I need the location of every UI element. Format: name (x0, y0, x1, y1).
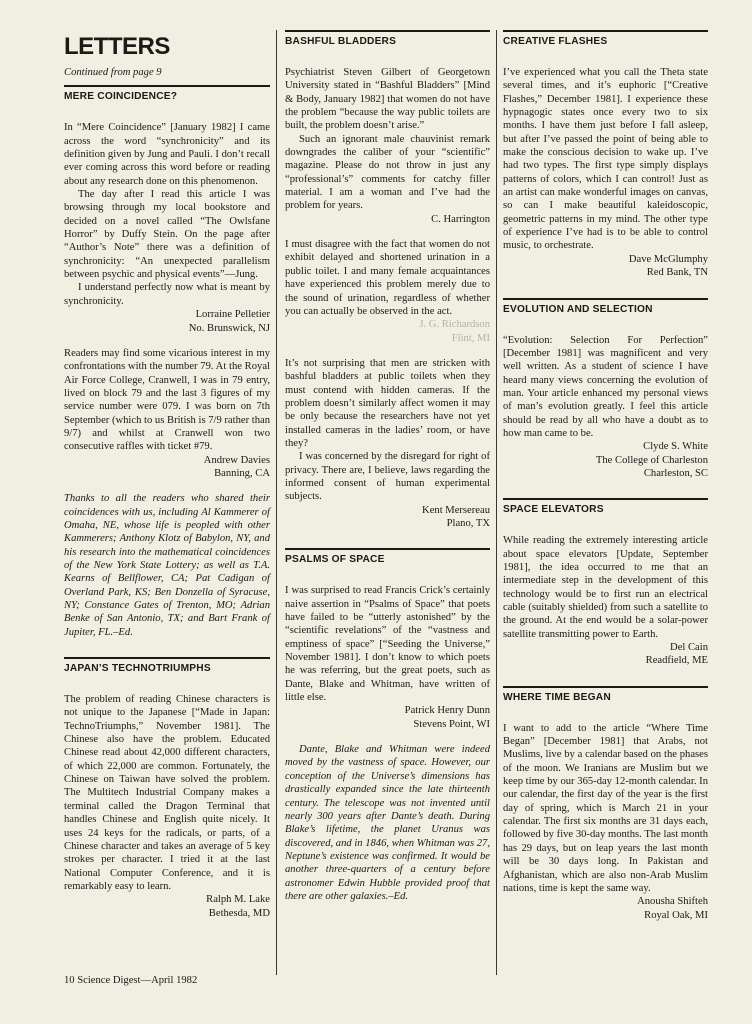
letter-paragraph: It’s not surprising that men are stricken with bashful bladders at public toilets when they must contend with hidden cameras. If the problem doesn’t similarly affect women it may be only because the researchers have not yet installed cameras in the ladies’ room, or have they? (285, 357, 490, 449)
signature-affiliation: The College of Charleston (595, 454, 708, 466)
signature-location: Plano, TX (446, 518, 490, 529)
letter-paragraph: I understand perfectly now what is meant by synchronicity. (64, 282, 270, 307)
signature-location: Charleston, SC (643, 467, 708, 479)
letter-paragraph: I’ve experienced what you call the Theta state several times, and it’s euphoric [“Creative Flashes,” December 1981]. I experience these hypnagogic states once every two to six months. I have them just before I fall asleep, but after I’ve passed the point of being able to make the conscious decision to wake up. I’ve had two types. The first type simply displays patterns of colors, which I can control! Just as an artist can make wonderful images on canvas, so can I make beautiful kaleidoscopic, geometric patterns in my mind. The other type of experience I’ve had is to be able to control music, to orchestrate. (503, 67, 708, 252)
signature-name: Clyde S. White (643, 441, 708, 453)
continued-note: Continued from page 9 (64, 67, 162, 78)
signature-name: Anousha Shifteh (637, 896, 708, 908)
heading-mere-coincidence: MERE COINCIDENCE? (64, 85, 270, 107)
signature-name: C. Harrington (431, 213, 490, 225)
heading-creative-flashes: CREATIVE FLASHES (503, 30, 708, 52)
letter-paragraph: Such an ignorant male chauvinist remark downgrades the caliber of your “scientific” magazine. Please do not throw in just any “professional’s” comments for catchy filler material. I am a woman and I’ve had the problem for years. (285, 133, 490, 212)
letter-paragraph: I was surprised to read Francis Crick’s certainly naive assertion in “Psalms of Space” that poets have failed to be “utterly astonished” by the “scientific revelations” of the “vastness and emptiness of space” [“Seeding the Universe,” November 1981]. I don’t know to which poets he was referring, but the great poets, such as Dante, Blake and Whitman, have written of little else. (285, 585, 490, 704)
letter-paragraph: “Evolution: Selection For Perfection” [December 1981] was magnificent and very well written. As a student of science I have heard many views concerning the evolution of man. Your article enhanced my personal views of man’s evolution greatly. I feel this article should be read by all who have a doubt as to how man came to be. (503, 334, 708, 439)
signature-name: Patrick Henry Dunn (404, 705, 490, 717)
heading-where-time-began: WHERE TIME BEGAN (503, 686, 708, 708)
signature-name: Del Cain (670, 642, 708, 654)
column-1 (64, 30, 270, 920)
signature-location: Stevens Point, WI (413, 718, 490, 730)
letter-paragraph: I must disagree with the fact that women do not exhibit delayed and shortened urination in a public toilet. I and many female acquaintances have experienced this problem merely due to the sound of urination, regardless of whether you can actually be observed in the act. (285, 239, 490, 317)
signature-name: Ralph M. Lake (206, 894, 270, 906)
heading-japans-technotriumphs: JAPAN’S TECHNOTRIUMPHS (64, 657, 270, 679)
column-3 (503, 30, 708, 922)
signature-name: Andrew Davies (203, 454, 270, 466)
column-divider (496, 30, 497, 975)
heading-bashful-bladders: BASHFUL BLADDERS (285, 30, 490, 52)
column-divider (276, 30, 277, 975)
signature-location: Bethesda, MD (208, 907, 270, 919)
signature-name: J. G. Richardson (419, 319, 490, 331)
signature-location: Royal Oak, MI (644, 909, 708, 921)
signature-name: Dave McGlumphy (628, 253, 708, 265)
letter-paragraph: I was concerned by the disregard for right of privacy. There are, I believe, laws regarding the informed consent of human experimental subjects. (285, 451, 490, 503)
signature-location: Banning, CA (214, 467, 270, 479)
letter-paragraph: While reading the extremely interesting article about space elevators [Update, September 1981], the idea occurred to me that an intermediate step in the development of this technology would be to first run an electrical cable (suitably shielded) from such a satellite to the ground. At the end would be a solar-power satellite transmitting power to Earth. (503, 535, 708, 640)
letter-paragraph: I want to add to the article “Where Time Began” [December 1981] that Arabs, not Muslims, live by a calendar based on the phases of the moon. We Iranians are Muslim but we keep time by our 365-day 12-month calendar. In our calendar, the first day of the year is the first day of spring, which is March 21 in your calendar. The first six months are 31 days each, followed by five 30-day months. The last month has 29 days, but on leap years the last month will be 30 days long. In Pakistan and Afghanistan, which are also non-Arab Muslim nations, time is kept the same way. (503, 722, 708, 894)
letter-paragraph: Readers may find some vicarious interest in my confrontations with the number 79. At the Royal Air Force College, Cranwell, I was in 79 entry, lived on block 79 and the last 3 figures of my service number were 079. I was born on 7th September (which to us British is 7/9 rather than 9/7) and whilst at Cranwell won two consecutive raffles with ticket #79. (64, 347, 270, 453)
letter-paragraph: The problem of reading Chinese characters is not unique to the Japanese [“Made in Japan: TechnoTriumphs,” November 1981]. The Chinese also have the problem. Educated Chinese read about 42,000 different characters, of which 22,000 are common. Fortunately, the Chinese on Taiwan have solved the problem. The Multitech Industrial Company makes a terminal called the Dragon Terminal that handles Chinese and English quite nicely. It uses 24 keys for the radicals, or parts, of a Chinese character and takes an average of 5 key strokes per character. I tried it at the last National Computer Conference, and it is remarkably easy to learn. (64, 694, 270, 892)
letter-paragraph: In “Mere Coincidence” [January 1982] I came across the word “synchronicity” and its definition given by Jung and Pauli. I don’t recall ever coming across this word before or reading about any research done on this phenomenon. (64, 122, 270, 187)
signature-name: Lorraine Pelletier (195, 309, 270, 321)
editor-note: Dante, Blake and Whitman were indeed moved by the vastness of space. However, our conception of the Universe’s dimensions has drastically expanded since the late thirteenth century. The telescope was not invented until nearly 300 years after Dante’s death. During Blake’s lifetime, the planet Uranus was discovered, and in 1846, when Whitman was 27, Neptune’s existence was confirmed. It would be another three-quarters of a century before astronomer Edwin Hubble provided proof that there are other galaxies.–Ed. (285, 744, 490, 902)
heading-evolution-and-selection: EVOLUTION AND SELECTION (503, 298, 708, 320)
signature-location: No. Brunswick, NJ (188, 322, 270, 334)
signature-location: Red Bank, TN (646, 267, 708, 279)
column-2 (285, 30, 490, 903)
signature-location: Readfield, ME (645, 655, 708, 667)
letter-paragraph: The day after I read this article I was browsing through my local bookstore and decided on a novel called “The Owlsfane Horror” by Duffy Stein. On the page after “Author’s Note” there was a definition of synchronicity: “An unexpected parallelism between psychic and physical events”—Jung. (64, 189, 270, 281)
editor-note: Thanks to all the readers who shared their coincidences with us, including Al Kammerer of Omaha, NE, whose life is peopled with other Kammerers; Anthony Klotz of Babylon, NY, and his research into the mathematical coincidences of the New York State Lottery; as well as T.A. Kearns of Bellflower, CA; Pat Cadigan of Overland Park, KS; Ben Donzella of Syracuse, NY; Constance Gates of Trenton, MO; Adrian Benke of San Antonio, TX; and Bart Frank of Jupiter, FL.–Ed. (64, 493, 270, 638)
signature-name: Kent Mersereau (422, 504, 490, 516)
signature-location: Flint, MI (451, 332, 490, 344)
page-footer: 10 Science Digest—April 1982 (64, 975, 198, 986)
heading-space-elevators: SPACE ELEVATORS (503, 498, 708, 520)
page-title: LETTERS (64, 33, 170, 60)
letter-paragraph: Psychiatrist Steven Gilbert of Georgetown University stated in “Bashful Bladders” [Mind & Body, January 1982] that women do not have the problem “because the way public toilets are built, the problem doesn’t arise.” (285, 67, 490, 132)
heading-psalms-of-space: PSALMS OF SPACE (285, 548, 490, 570)
